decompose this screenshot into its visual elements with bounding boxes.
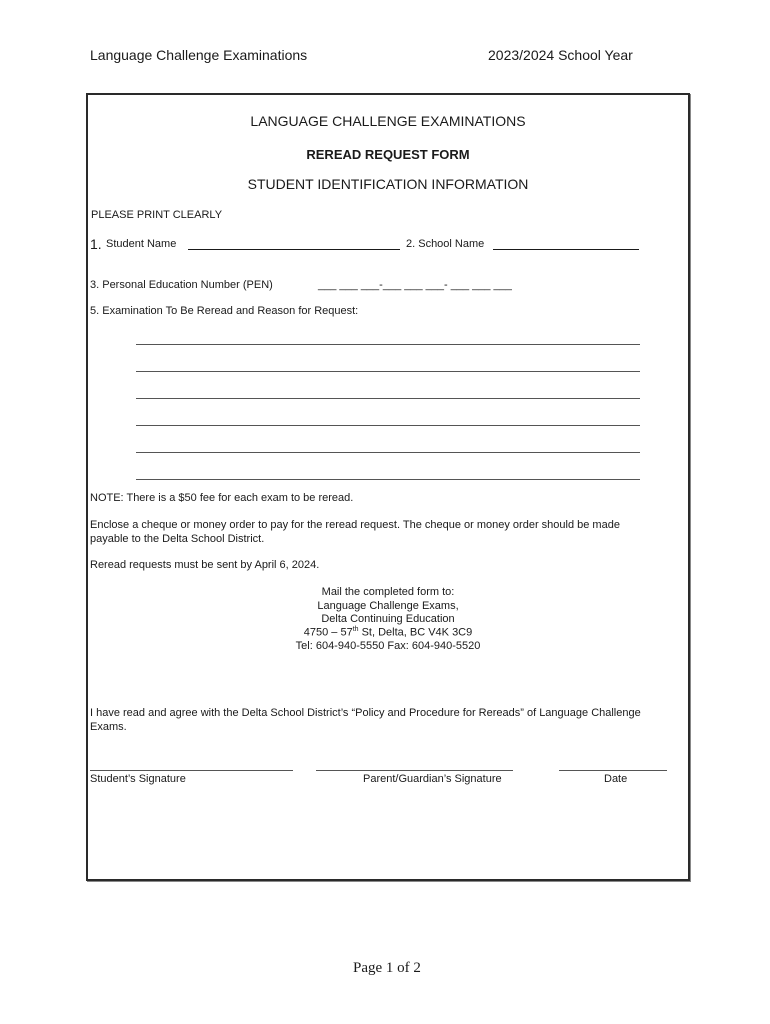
reason-line[interactable]: [136, 344, 640, 345]
enclose-note-line1: Enclose a cheque or money order to pay for the reread request. The cheque or money order should be made: [90, 519, 620, 531]
form-subtitle: REREAD REQUEST FORM: [306, 147, 470, 162]
student-signature-label: Student’s Signature: [90, 773, 186, 785]
agreement-line1: I have read and agree with the Delta School District’s “Policy and Procedure for Rereads” of Language Challenge: [90, 707, 641, 719]
enclose-note-line2: payable to the Delta School District.: [90, 533, 265, 545]
page-number: Page 1 of 2: [353, 960, 421, 976]
address-number: 4750 – 57: [303, 626, 353, 639]
mail-line2: Language Challenge Exams,: [317, 600, 459, 612]
reason-label: 5. Examination To Be Reread and Reason for Request:: [90, 305, 359, 317]
address-suffix: th: [352, 626, 359, 633]
school-name-field[interactable]: [493, 249, 639, 250]
agreement-line2: Exams.: [90, 721, 127, 733]
reason-line[interactable]: [136, 398, 640, 399]
reason-line[interactable]: [136, 371, 640, 372]
deadline-note: Reread requests must be sent by April 6, 2024.: [90, 559, 320, 571]
reason-line[interactable]: [136, 425, 640, 426]
student-name-label: Student Name: [106, 238, 177, 250]
doc-header-year: 2023/2024 School Year: [488, 47, 633, 63]
address-rest: St, Delta, BC V4K 3C9: [358, 626, 473, 639]
student-signature-line[interactable]: [90, 770, 293, 771]
fee-note: NOTE: There is a $50 fee for each exam to be reread.: [90, 492, 354, 504]
mail-line3: Delta Continuing Education: [321, 613, 455, 625]
parent-signature-label: Parent/Guardian’s Signature: [363, 773, 502, 785]
mail-phone: Tel: 604-940-5550 Fax: 604-940-5520: [295, 640, 481, 652]
field1-number: 1.: [90, 236, 102, 252]
reason-line[interactable]: [136, 479, 640, 480]
date-label: Date: [604, 773, 628, 785]
pen-label: 3. Personal Education Number (PEN): [90, 279, 273, 291]
parent-signature-line[interactable]: [316, 770, 513, 771]
mail-line1: Mail the completed form to:: [321, 586, 455, 598]
pen-field[interactable]: ___ ___ ___-___ ___ ___- ___ ___ ___: [318, 279, 512, 291]
reason-line[interactable]: [136, 452, 640, 453]
mail-address: [86, 626, 690, 639]
doc-header-title: Language Challenge Examinations: [90, 47, 308, 63]
section-heading: STUDENT IDENTIFICATION INFORMATION: [247, 176, 529, 192]
student-name-field[interactable]: [188, 249, 400, 250]
form-title: LANGUAGE CHALLENGE EXAMINATIONS: [250, 113, 526, 129]
school-name-label: 2. School Name: [406, 238, 485, 250]
print-clearly-note: PLEASE PRINT CLEARLY: [91, 209, 223, 221]
date-line[interactable]: [559, 770, 667, 771]
